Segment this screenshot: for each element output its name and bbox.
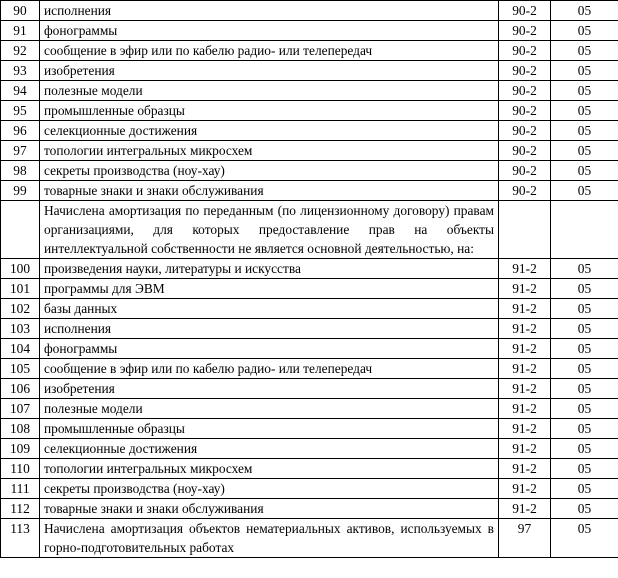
credit-account: 05 [551,479,618,499]
debit-account: 90-2 [499,181,551,201]
row-number: 109 [1,439,40,459]
credit-account: 05 [551,519,618,558]
row-description: произведения науки, литературы и искусства [40,259,499,279]
credit-account: 05 [551,81,618,101]
debit-account: 91-2 [499,399,551,419]
table-row [1,419,618,439]
row-description: промышленные образцы [40,101,499,121]
table-row [1,101,618,121]
table-row [1,279,618,299]
table-row [1,141,618,161]
debit-account: 91-2 [499,299,551,319]
table-row [1,41,618,61]
table-row [1,319,618,339]
debit-account: 90-2 [499,61,551,81]
credit-account: 05 [551,499,618,519]
debit-account: 91-2 [499,279,551,299]
row-description: изобретения [40,61,499,81]
credit-account: 05 [551,379,618,399]
debit-account: 90-2 [499,161,551,181]
row-number: 94 [1,81,40,101]
debit-account: 91-2 [499,479,551,499]
row-description: топологии интегральных микросхем [40,459,499,479]
debit-account: 90-2 [499,21,551,41]
table-row [1,161,618,181]
debit-account: 91-2 [499,499,551,519]
entries-body [1,1,618,558]
table-row [1,359,618,379]
debit-account: 91-2 [499,339,551,359]
credit-account: 05 [551,21,618,41]
credit-account: 05 [551,359,618,379]
table-row [1,519,618,558]
row-description: промышленные образцы [40,419,499,439]
row-number: 111 [1,479,40,499]
section-header-text: Начислена амортизация по переданным (по лицензионному договору) правам организациями, для которых предоставление прав на объекты интеллектуальной собственности не является основной деятельностью, на: [40,201,499,259]
table-row [1,379,618,399]
table-row [1,479,618,499]
row-description: исполнения [40,319,499,339]
credit-account: 05 [551,299,618,319]
debit-account: 97 [499,519,551,558]
debit-account: 90-2 [499,1,551,21]
credit-account: 05 [551,419,618,439]
row-description: фонограммы [40,21,499,41]
row-description: исполнения [40,1,499,21]
credit-account: 05 [551,259,618,279]
credit-account: 05 [551,439,618,459]
row-number: 104 [1,339,40,359]
debit-account: 91-2 [499,259,551,279]
section-header-row [1,201,618,259]
row-number: 99 [1,181,40,201]
credit-account: 05 [551,399,618,419]
table-row [1,399,618,419]
row-number-empty [1,201,40,259]
credit-account: 05 [551,279,618,299]
row-number: 101 [1,279,40,299]
debit-account: 90-2 [499,121,551,141]
row-number: 91 [1,21,40,41]
debit-account: 90-2 [499,101,551,121]
debit-account-empty [499,201,551,259]
row-number: 110 [1,459,40,479]
row-number: 92 [1,41,40,61]
credit-account: 05 [551,121,618,141]
credit-account: 05 [551,41,618,61]
table-row [1,181,618,201]
debit-account: 91-2 [499,439,551,459]
table-row [1,499,618,519]
debit-account: 90-2 [499,41,551,61]
row-number: 112 [1,499,40,519]
credit-account-empty [551,201,618,259]
table-row [1,459,618,479]
debit-account: 91-2 [499,359,551,379]
table-row [1,121,618,141]
row-description: фонограммы [40,339,499,359]
debit-account: 91-2 [499,419,551,439]
debit-account: 90-2 [499,141,551,161]
credit-account: 05 [551,1,618,21]
table-row [1,81,618,101]
debit-account: 91-2 [499,379,551,399]
row-description: базы данных [40,299,499,319]
row-description: секреты производства (ноу-хау) [40,479,499,499]
row-description: изобретения [40,379,499,399]
credit-account: 05 [551,459,618,479]
credit-account: 05 [551,319,618,339]
credit-account: 05 [551,141,618,161]
row-number: 97 [1,141,40,161]
table-row [1,21,618,41]
credit-account: 05 [551,161,618,181]
row-number: 113 [1,519,40,558]
row-number: 100 [1,259,40,279]
row-description: товарные знаки и знаки обслуживания [40,181,499,201]
table-row [1,1,618,21]
row-number: 98 [1,161,40,181]
row-description: сообщение в эфир или по кабелю радио- или телепередач [40,359,499,379]
row-number: 108 [1,419,40,439]
credit-account: 05 [551,101,618,121]
credit-account: 05 [551,61,618,81]
row-number: 102 [1,299,40,319]
row-description: программы для ЭВМ [40,279,499,299]
row-number: 105 [1,359,40,379]
row-description: сообщение в эфир или по кабелю радио- или телепередач [40,41,499,61]
debit-account: 91-2 [499,319,551,339]
row-number: 93 [1,61,40,81]
row-description: товарные знаки и знаки обслуживания [40,499,499,519]
credit-account: 05 [551,339,618,359]
debit-account: 90-2 [499,81,551,101]
row-description: полезные модели [40,399,499,419]
row-number: 96 [1,121,40,141]
row-description: селекционные достижения [40,121,499,141]
row-description: секреты производства (ноу-хау) [40,161,499,181]
row-number: 95 [1,101,40,121]
table-row [1,339,618,359]
row-number: 103 [1,319,40,339]
table-row [1,299,618,319]
row-number: 106 [1,379,40,399]
table-row [1,259,618,279]
row-description: топологии интегральных микросхем [40,141,499,161]
row-number: 107 [1,399,40,419]
debit-account: 91-2 [499,459,551,479]
credit-account: 05 [551,181,618,201]
row-description: Начислена амортизация объектов нематериальных активов, используемых в горно-подготовительных работах [40,519,499,558]
row-description: селекционные достижения [40,439,499,459]
row-description: полезные модели [40,81,499,101]
table-row [1,439,618,459]
row-number: 90 [1,1,40,21]
table-row [1,61,618,81]
